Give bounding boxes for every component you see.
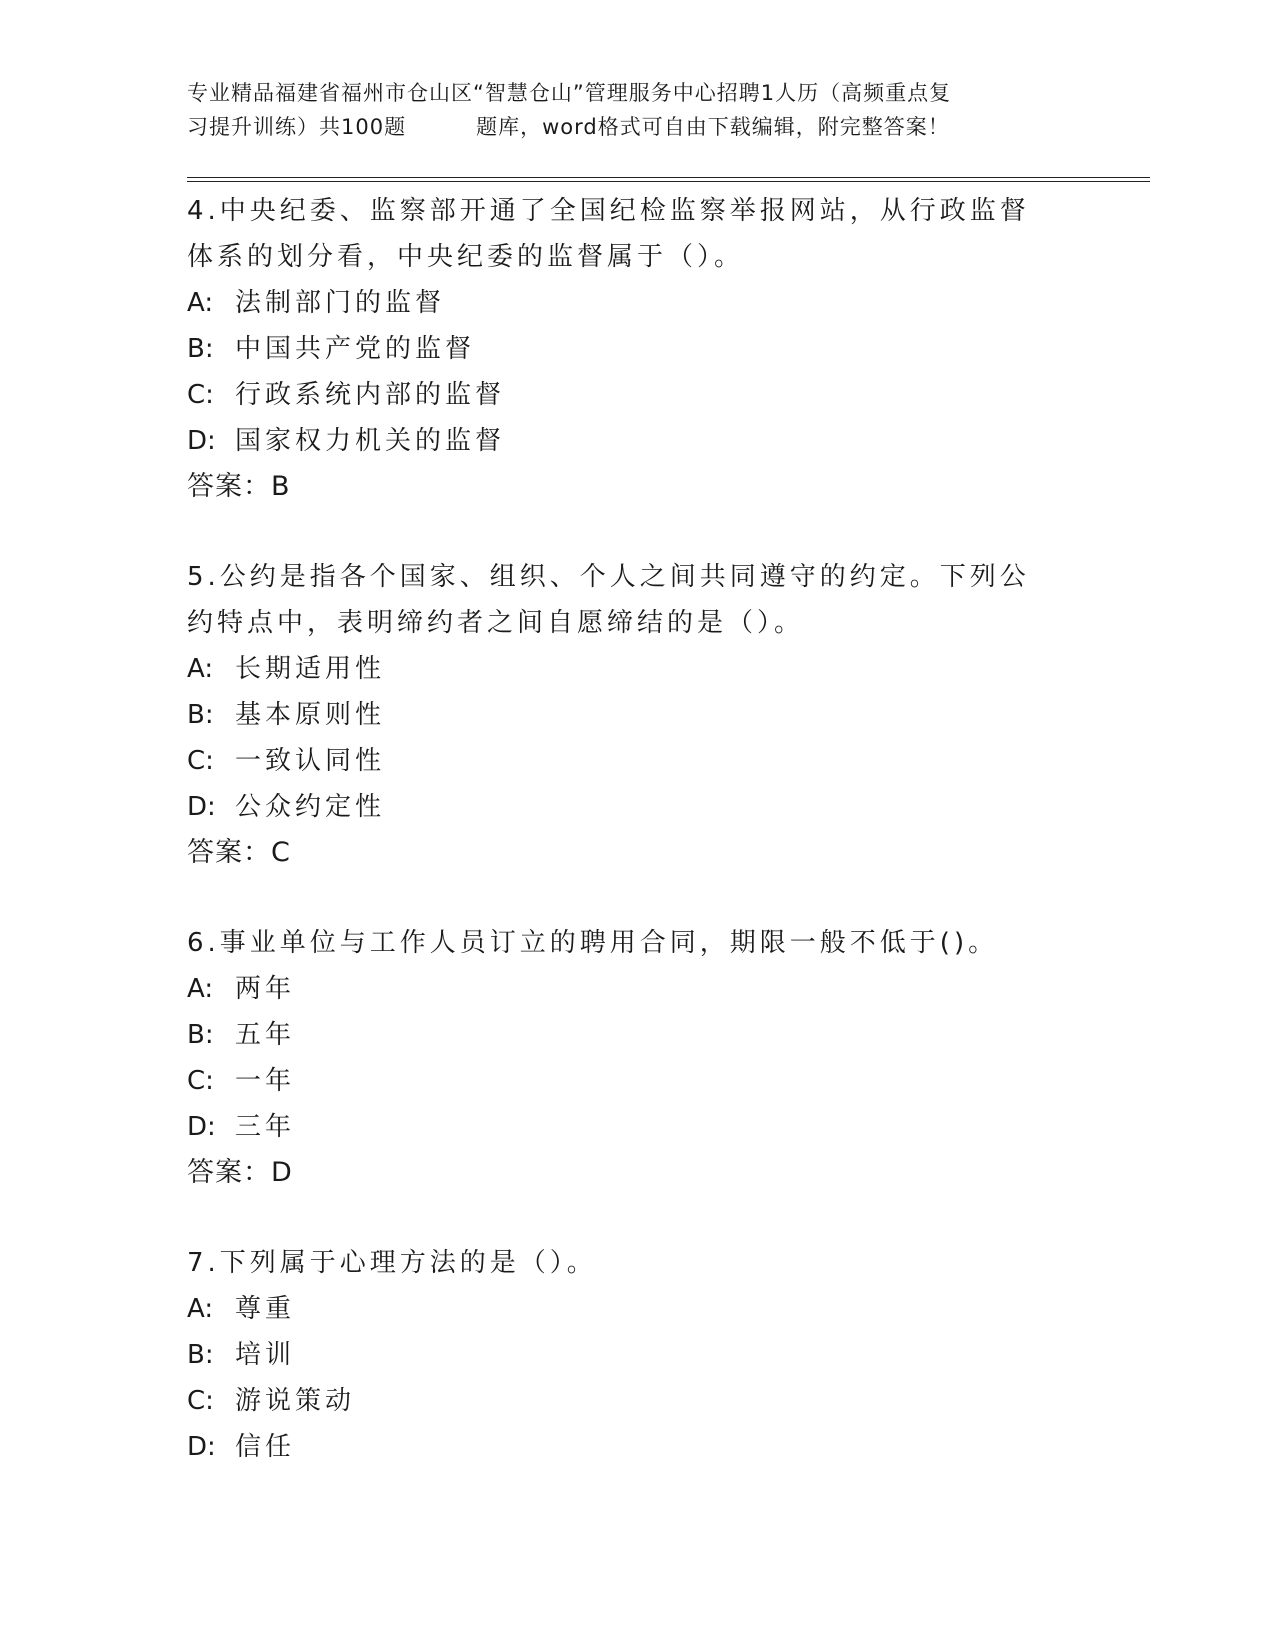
option-text: 游说策动 bbox=[235, 1386, 356, 1416]
option-a bbox=[187, 646, 1067, 692]
option-c bbox=[187, 1378, 1067, 1424]
option-d bbox=[187, 1104, 1067, 1150]
option-text: 公众约定性 bbox=[235, 792, 386, 822]
option-text: 国家权力机关的监督 bbox=[235, 426, 506, 456]
option-key: C: bbox=[187, 1386, 214, 1416]
option-text: 行政系统内部的监督 bbox=[235, 380, 506, 410]
question-stem: 7.下列属于心理方法的是（）。 bbox=[187, 1248, 597, 1278]
option-text: 五年 bbox=[235, 1020, 296, 1050]
option-key: A: bbox=[187, 654, 214, 684]
option-key: B: bbox=[187, 334, 214, 364]
option-b bbox=[187, 692, 1067, 738]
answer-line: 答案：D bbox=[187, 1157, 293, 1188]
option-d bbox=[187, 784, 1067, 830]
option-key: D: bbox=[187, 792, 216, 822]
option-text: 培训 bbox=[235, 1340, 296, 1370]
option-key: B: bbox=[187, 1020, 214, 1050]
option-text: 基本原则性 bbox=[235, 700, 386, 730]
option-key: D: bbox=[187, 426, 216, 456]
option-key: B: bbox=[187, 1340, 214, 1370]
option-text: 尊重 bbox=[235, 1294, 296, 1324]
answer-line: 答案：B bbox=[187, 471, 291, 502]
answer-line: 答案：C bbox=[187, 837, 291, 868]
question-7 bbox=[187, 1240, 1067, 1470]
option-key: C: bbox=[187, 746, 214, 776]
option-text: 中国共产党的监督 bbox=[235, 334, 476, 364]
option-c bbox=[187, 1058, 1067, 1104]
option-d bbox=[187, 418, 1067, 464]
option-key: D: bbox=[187, 1112, 216, 1142]
option-b bbox=[187, 326, 1067, 372]
option-key: A: bbox=[187, 974, 214, 1004]
option-text: 长期适用性 bbox=[235, 654, 386, 684]
option-c bbox=[187, 372, 1067, 418]
question-4 bbox=[187, 188, 1067, 510]
option-key: A: bbox=[187, 288, 214, 318]
option-d bbox=[187, 1424, 1067, 1470]
option-text: 信任 bbox=[235, 1432, 296, 1462]
option-text: 法制部门的监督 bbox=[235, 288, 446, 318]
option-text: 三年 bbox=[235, 1112, 296, 1142]
header-line-2-part-b: 题库，word格式可自由下载编辑，附完整答案！ bbox=[476, 115, 950, 139]
header-line-1: 专业精品福建省福州市仓山区“智慧仓山”管理服务中心招聘1人历（高频重点复 bbox=[187, 81, 952, 105]
option-key: A: bbox=[187, 1294, 214, 1324]
option-a bbox=[187, 966, 1067, 1012]
question-stem: 5.公约是指各个国家、组织、个人之间共同遵守的约定。下列公约特点中，表明缔约者之间自愿缔结的是（）。 bbox=[187, 562, 1030, 638]
header-line-2-part-a: 习提升训练）共100题 bbox=[187, 115, 407, 139]
option-key: C: bbox=[187, 1066, 214, 1096]
option-text: 两年 bbox=[235, 974, 296, 1004]
option-text: 一致认同性 bbox=[235, 746, 386, 776]
option-b bbox=[187, 1332, 1067, 1378]
option-c bbox=[187, 738, 1067, 784]
option-key: B: bbox=[187, 700, 214, 730]
option-b bbox=[187, 1012, 1067, 1058]
question-5 bbox=[187, 554, 1067, 876]
question-list bbox=[187, 188, 1067, 1514]
option-text: 一年 bbox=[235, 1066, 296, 1096]
document-header bbox=[187, 76, 1087, 144]
question-stem: 6.事业单位与工作人员订立的聘用合同，期限一般不低于()。 bbox=[187, 928, 999, 958]
question-stem: 4.中央纪委、监察部开通了全国纪检监察举报网站，从行政监督体系的划分看，中央纪委的监督属于（）。 bbox=[187, 196, 1030, 272]
option-key: C: bbox=[187, 380, 214, 410]
option-a bbox=[187, 280, 1067, 326]
question-6 bbox=[187, 920, 1067, 1196]
header-divider bbox=[187, 177, 1150, 182]
option-key: D: bbox=[187, 1432, 216, 1462]
option-a bbox=[187, 1286, 1067, 1332]
header-line-2 bbox=[187, 110, 1087, 144]
